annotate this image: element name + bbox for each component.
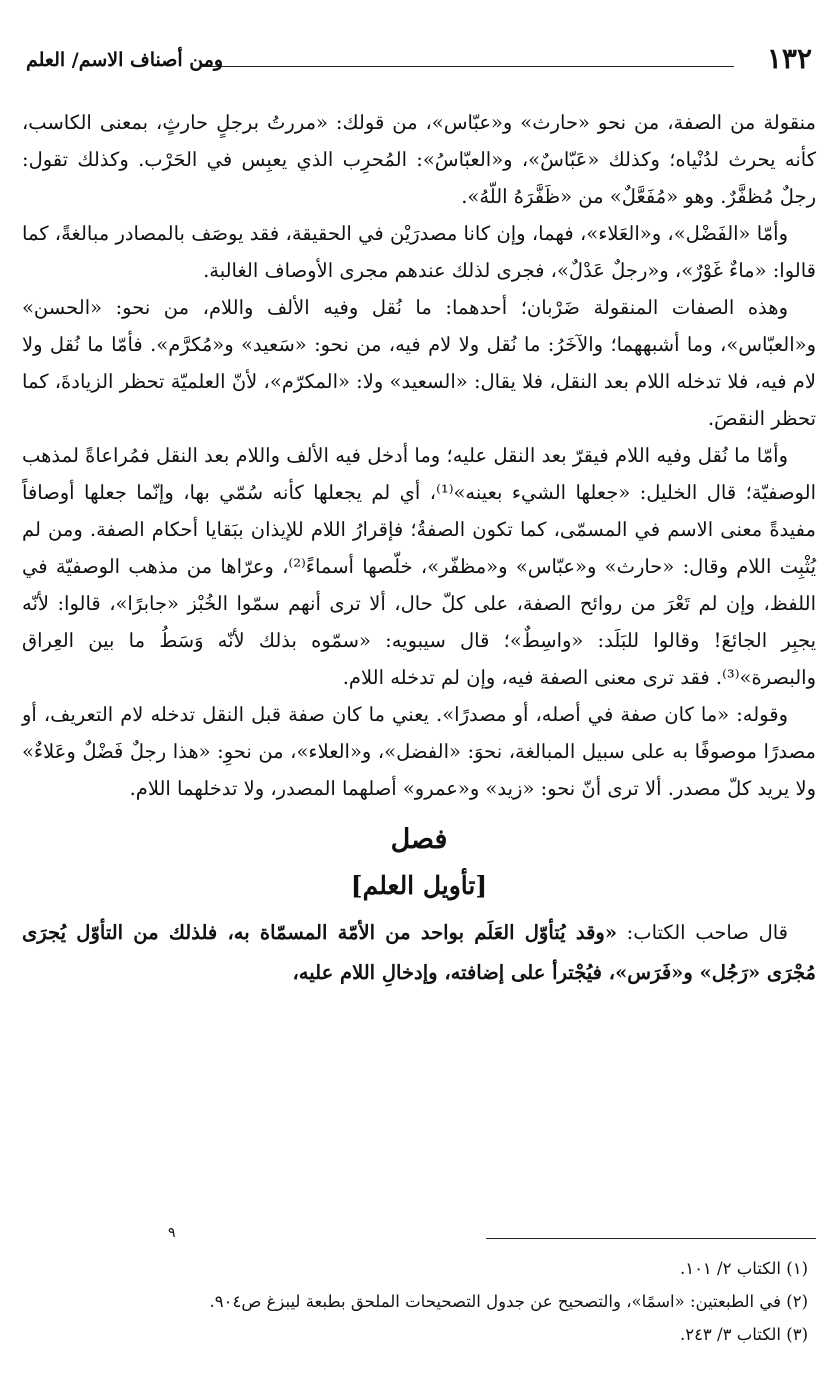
paragraph-5: وقوله: «ما كان صفة في أصله، أو مصدرًا». يعني ما كان صفة قبل النقل تدخله لام التعريف، أو مصدرًا موصوفًا به على سبيل المبالغة، نحوَ: «الفضل»، و«العلاء»، من نحوِ: «هذا رجلٌ فَضْلٌ وعَلاءٌ» ولا يريد كلّ مصدر. ألا ترى أنّ نحو: «زيد» و«عمرو» أصلهما المصدر، ولا تدخلهما اللام. bbox=[22, 703, 816, 800]
page-header bbox=[22, 40, 816, 82]
quote-intro: قال صاحب الكتاب: bbox=[617, 921, 789, 944]
paragraph-4: وأمّا ما نُقل وفيه اللام فيقرّ بعد النقل عليه؛ وما أدخل فيه الألف واللام بعد النقل فمُراعاةً لمذهب الوصفيّة؛ قال الخليل: «جعلها الشيء بعينه»⁽¹⁾، أي لم يجعلها كأنه سُمّي بها، وإنّما جعلها أوصافاً مفيدةً معنى الاسم في المسمّى، كما تكون الصفةُ؛ فإقرارُ اللام للإيذان ببَقايا أحكام الصفة. ومن لم يُثْبِت اللام وقال: «حارث» و«عبّاس» و«مظفّر»، خلّصها أسماءً⁽²⁾، وعرّاها من مذهب الوصفيّة في اللفظ، وإن لم تَعْرَ من روائح الصفة، على كلّ حال، ألا ترى أنهم سمّوا الخُبْز «جابرًا»، قالوا: لأنّه يجبِر الجائعَ! وقالوا للبَلَد: «واسِطٌ»؛ قال سيبويه: «سمّوه بذلك لأنّه وَسَطُ ما بين العِراق والبصرة»⁽³⁾. فقد ترى معنى الصفة فيه، وإن لم تدخله اللام. bbox=[22, 444, 816, 689]
paragraph-1: منقولة من الصفة، من نحو «حارث» و«عبّاس»، من قولك: «مررتُ برجلٍ حارثٍ، بمعنى الكاسب، كأنه يحرث لدُنْياه؛ وكذلك «عَبّاسٌ»، و«العبّاسُ»: المُحرِب الذي يعبِس في الحَرْب. وكذلك تقول: رجلٌ مُظفَّرٌ. وهو «مُفَعَّلٌ» من «ظَفَّرَهُ اللّهُ». bbox=[22, 111, 816, 208]
paragraph-3: وهذه الصفات المنقولة ضَرْبان؛ أحدهما: ما نُقل وفيه الألف واللام، من نحو: «الحسن» و«العبّاس»، وما أشبههما؛ والآخَرُ: ما نُقل ولا لام فيه، من نحو: «سَعيد» و«مُكرَّم». فأمّا ما نُقل ولا لام فيه، فلا تدخله اللام بعد النقل، فلا يقال: «السعيد» ولا: «المكرّم»، لأنّ العلميّة تحظر الزيادةَ، كما تحظر النقصَ. bbox=[22, 296, 816, 430]
footnotes bbox=[22, 1252, 808, 1351]
body-text bbox=[22, 104, 816, 993]
page-number: ١٣٢ bbox=[766, 42, 812, 75]
section-subheading: [تأويل العلم] bbox=[350, 871, 488, 900]
footnote-rule bbox=[486, 1238, 816, 1239]
header-rule bbox=[200, 66, 734, 67]
paragraph-2: وأمّا «الفَضْل»، و«العَلاء»، فهما، وإن كانا مصدرَيْن في الحقيقة، فقد يوصَف بالمصادر مبالغةً، كما قالوا: «ماءٌ غَوْرٌ»، و«رجلٌ عَدْلٌ»، فجرى لذلك عندهم مجرى الأوصاف الغالبة. bbox=[22, 222, 816, 282]
section-heading: فصل bbox=[390, 824, 448, 855]
footnote-3: (٣) الكتاب ٣/ ٢٤٣. bbox=[679, 1325, 808, 1344]
quote-paragraph bbox=[22, 913, 816, 993]
footnote-1: (١) الكتاب ٢/ ١٠١. bbox=[679, 1259, 808, 1278]
quote-text: «وقد يُتأوّل العَلَم بواحد من الأمّة المسمّاة به، فلذلك من التأوّل يُجرَى مُجْرَى «رَجُل» و«فَرَس»، فيُجْترأ على إضافته، وإدخالِ اللام عليه، bbox=[22, 921, 816, 984]
running-title: ومن أصناف الاسم/ العلم bbox=[26, 49, 224, 71]
margin-mark: ٩ bbox=[168, 1225, 176, 1241]
footnote-2: (٢) في الطبعتين: «اسمًا»، والتصحيح عن جدول التصحيحات الملحق بطبعة ليبزغ ص٩٠٤. bbox=[209, 1292, 808, 1311]
